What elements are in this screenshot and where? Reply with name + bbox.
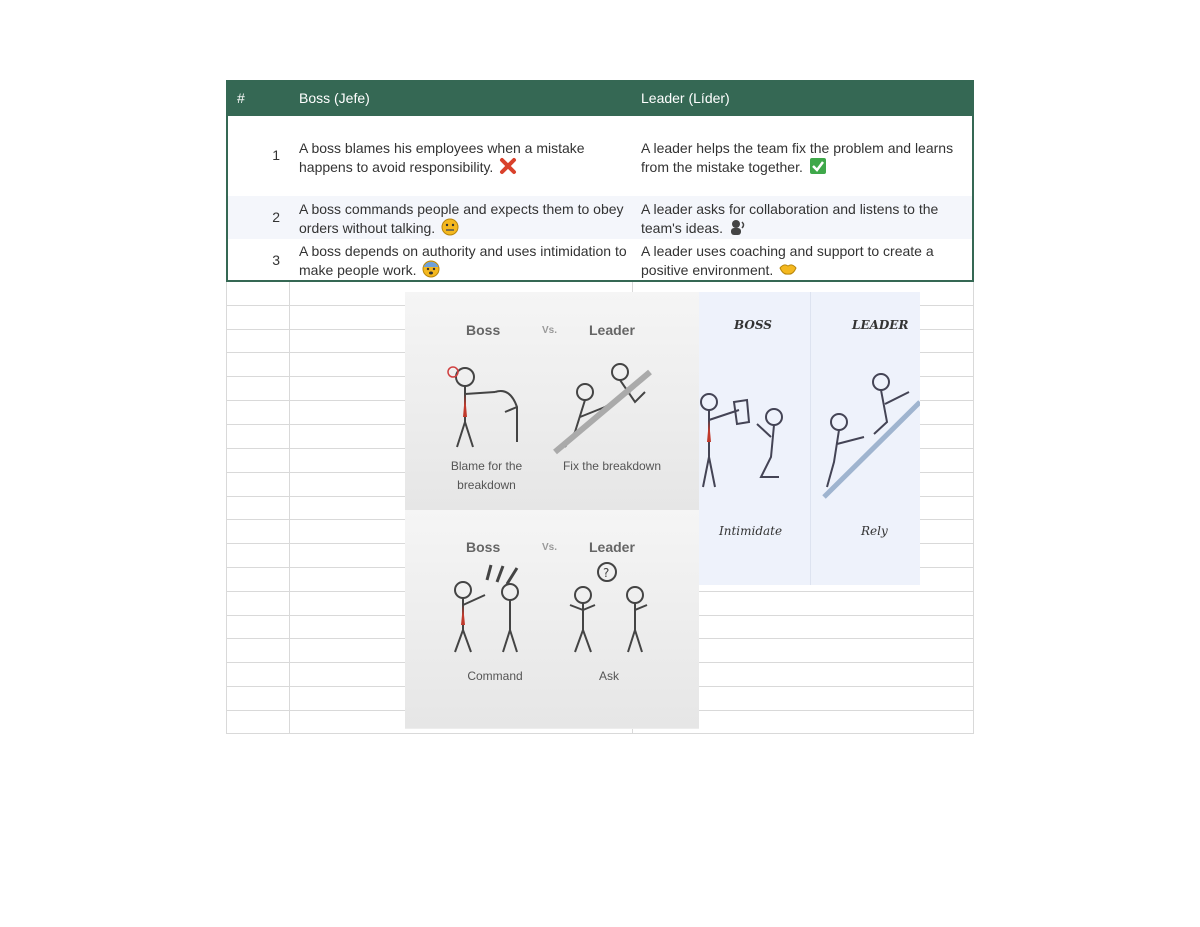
leader-text: A leader asks for collaboration and listens to the team's ideas. [641,201,939,236]
vs-label: Vs. [542,325,558,336]
boss-cell[interactable] [299,139,629,176]
panel-command-vs-ask [405,510,699,728]
caption-blame: Blame for the breakdown [450,459,523,492]
boss-text: A boss depends on authority and uses intimidation to make people work. [299,243,627,278]
leader-text: A leader helps the team fix the problem and learns from the mistake together. [641,140,954,175]
blame-fix-illustration-icon [435,352,675,457]
caption-fix: Fix the breakdown [562,459,662,473]
zipper-mouth-face-icon [441,218,459,236]
caption-command: Command [467,669,523,683]
row-number: 2 [272,209,280,225]
svg-text:?: ? [603,566,610,580]
header-boss: Boss (Jefe) [299,90,370,106]
panel-title-leader: Leader [589,539,635,555]
leader-text: A leader uses coaching and support to create a positive environment. [641,243,934,278]
people-talking-icon [729,218,747,236]
grid-line [289,282,290,734]
handshake-icon [779,260,797,278]
image-title-boss: BOSS [734,318,772,332]
table-row[interactable] [228,239,972,280]
leader-cell[interactable] [641,242,966,279]
fearful-face-icon [422,260,440,278]
grid-line [226,282,227,734]
row-number: 3 [272,252,280,268]
check-mark-icon [809,157,827,175]
table-header [226,80,974,116]
image-title-leader: LEADER [852,318,909,332]
boss-cell[interactable] [299,200,629,237]
header-num: # [237,90,245,106]
grid-line [973,282,974,734]
panel-blame-vs-fix [405,292,699,510]
boss-cell[interactable] [299,242,629,279]
boss-vs-leader-image-1[interactable] [405,292,699,729]
grid-line [226,733,974,734]
row-number: 1 [272,147,280,163]
boss-text: A boss blames his employees when a mistake happens to avoid responsibility. [299,140,585,175]
leader-cell[interactable] [641,200,966,237]
table-row[interactable] [228,116,972,196]
vs-label: Vs. [542,542,558,553]
leader-cell[interactable] [641,139,966,176]
panel-title-boss: Boss [466,322,501,338]
panel-title-boss: Boss [466,539,501,555]
boss-vs-leader-image-2[interactable] [699,292,920,585]
boss-text: A boss commands people and expects them to obey orders without talking. [299,201,624,236]
panel-title-leader: Leader [589,322,635,338]
caption-intimidate: Intimidate [719,524,783,538]
caption-rely: Rely [861,524,888,538]
caption-ask: Ask [598,669,619,683]
command-ask-illustration-icon [435,560,675,660]
cross-mark-icon [499,157,517,175]
header-leader: Leader (Líder) [641,90,730,106]
intimidate-rely-illustration-icon [699,362,920,502]
table-row[interactable] [228,196,972,239]
